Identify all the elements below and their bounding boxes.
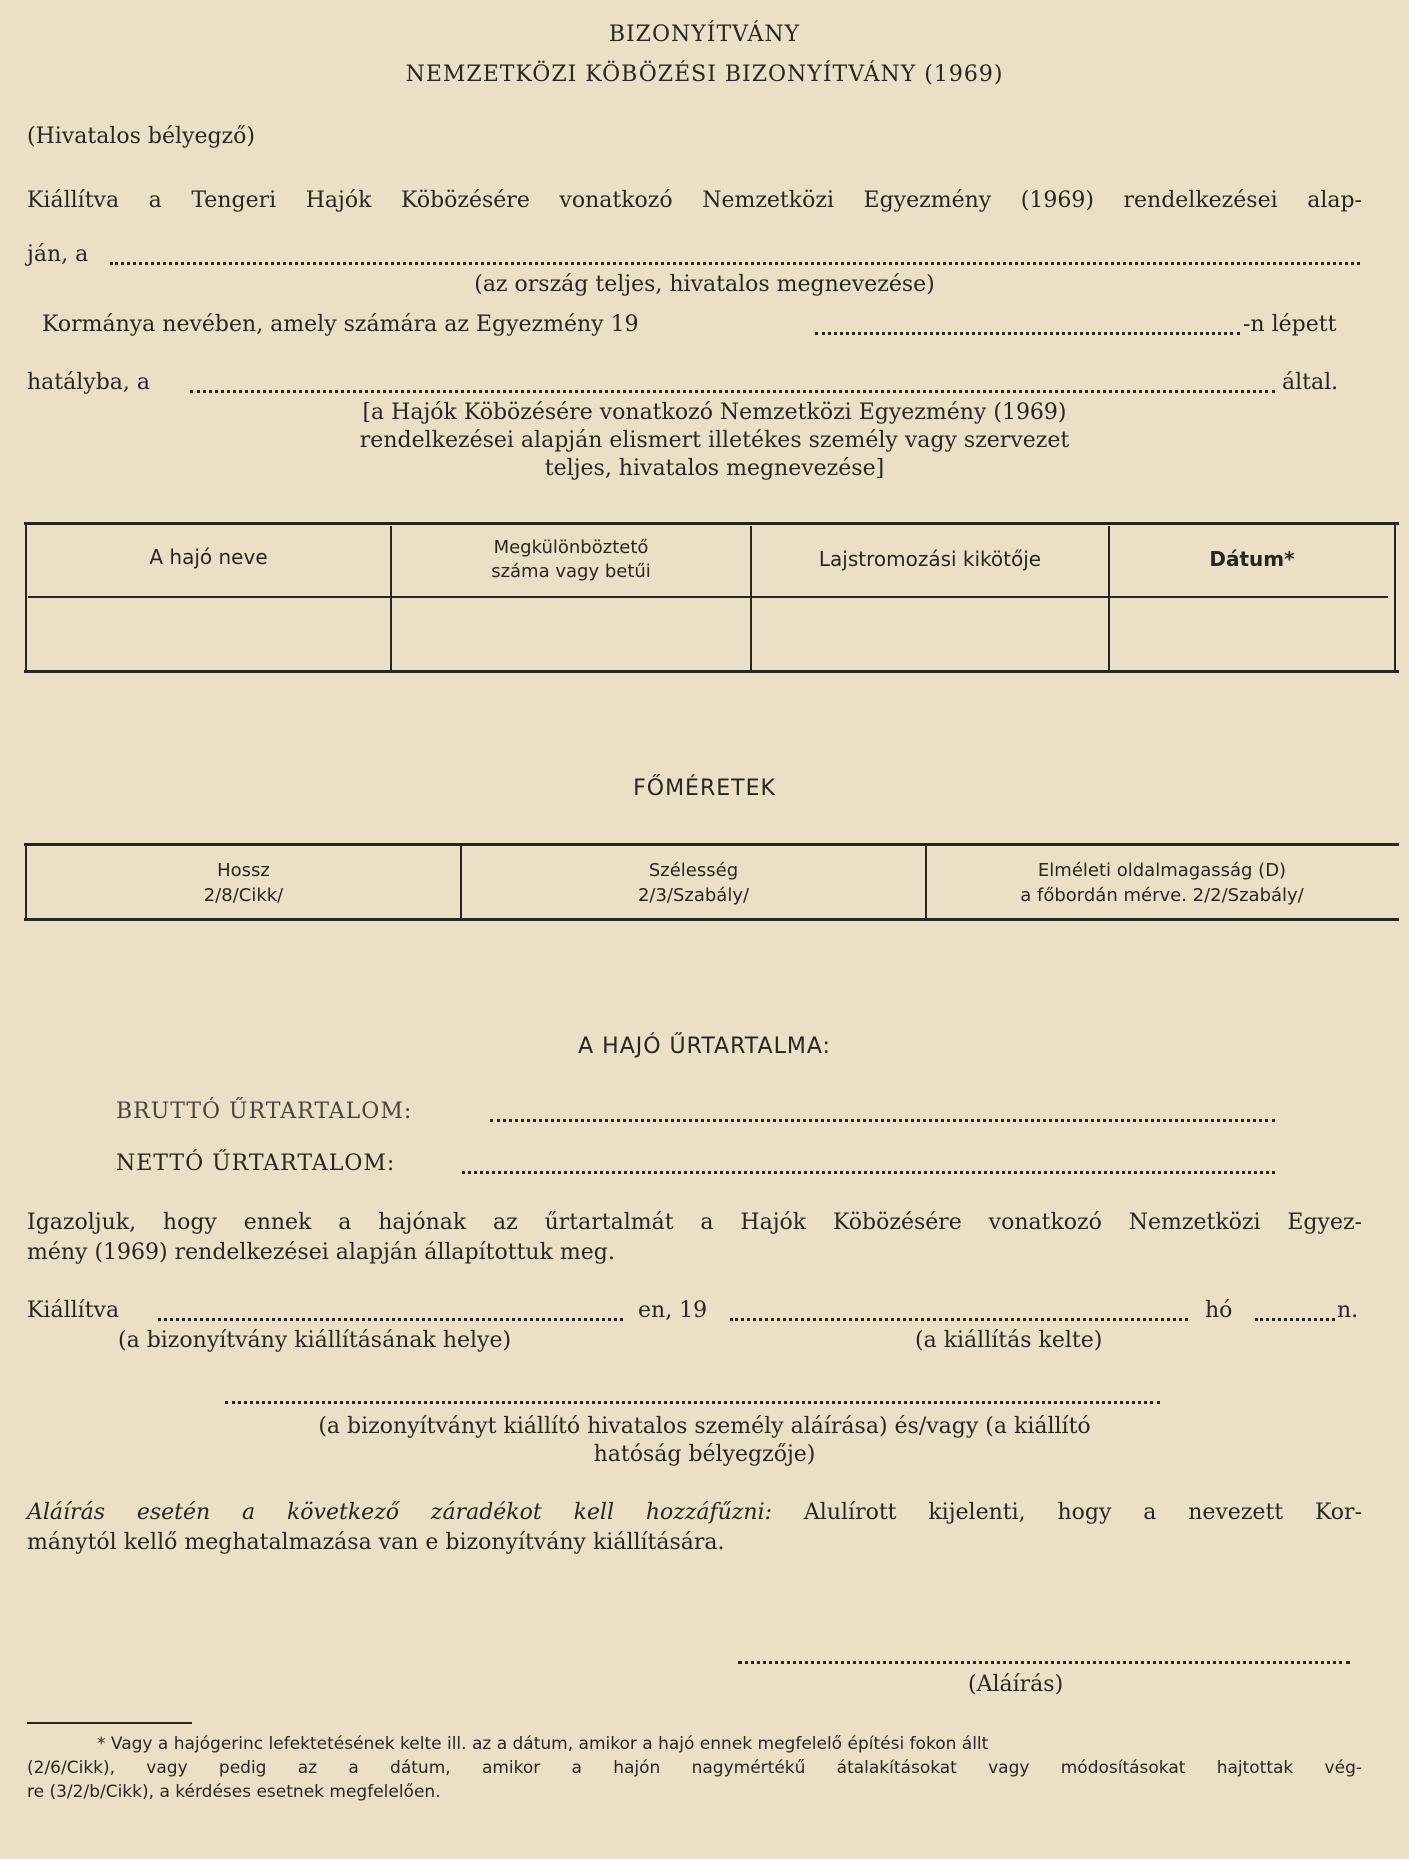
issue-place-field[interactable] <box>158 1318 623 1321</box>
authority-caption-1: [a Hajók Köbözésére vonatkozó Nemzetközi Egyezmény (1969) <box>362 400 1067 425</box>
certify-line-2: mény (1969) rendelkezései alapján állapítottuk meg. <box>27 1240 615 1265</box>
net-tonnage-field[interactable] <box>462 1171 1275 1174</box>
clause-line-1: Aláírás esetén a következő záradékot kell hozzáfűzni: Alulírott kijelenti, hogy a nevezett Kor- <box>27 1500 1362 1525</box>
length-header: Hossz 2/8/Cikk/ <box>203 860 284 906</box>
official-signature-caption-1: (a bizonyítványt kiállító hivatalos személy aláírása) és/vagy (a kiállító <box>318 1414 1091 1439</box>
issued-at-n: n. <box>1337 1298 1359 1323</box>
issued-at-prefix: Kiállítva <box>27 1298 120 1323</box>
country-name-field[interactable] <box>110 262 1360 265</box>
ship-name-header: A hajó neve <box>149 545 268 569</box>
certify-line-1: Igazoljuk, hogy ennek a hajónak az űrtartalmát a Hajók Köbözésére vonatkozó Nemzetközi Egyez- <box>27 1210 1362 1235</box>
issue-date-caption: (a kiállítás kelte) <box>915 1328 1103 1353</box>
port-of-registry-header: Lajstromozási kikötője <box>818 547 1042 571</box>
country-name-caption: (az ország teljes, hivatalos megnevezése) <box>474 272 935 297</box>
clause-line-2: mánytól kellő meghatalmazása van e bizonyítvány kiállítására. <box>27 1530 725 1555</box>
official-stamp-label: (Hivatalos bélyegző) <box>27 124 255 149</box>
issued-line-4-prefix: hatályba, a <box>27 370 151 395</box>
date-cell[interactable] <box>1110 600 1394 668</box>
breadth-header: Szélesség 2/3/Szabály/ <box>637 860 750 906</box>
issued-line-3-suffix: -n lépett <box>1243 312 1337 337</box>
main-dimensions-heading: FŐMÉRETEK <box>633 776 776 801</box>
issue-day-field[interactable] <box>1255 1318 1335 1321</box>
issued-at-mid: en, 19 <box>638 1298 708 1323</box>
port-of-registry-cell[interactable] <box>752 600 1108 668</box>
issue-place-caption: (a bizonyítvány kiállításának helye) <box>118 1328 512 1353</box>
issued-at-month: hó <box>1205 1298 1233 1323</box>
distinctive-number-cell[interactable] <box>392 600 750 668</box>
official-signature-field[interactable] <box>225 1401 1160 1404</box>
entry-into-force-field[interactable] <box>815 332 1240 335</box>
moulded-depth-header: Elméleti oldalmagasság (D) a főbordán mérve. 2/2/Szabály/ <box>1020 860 1304 906</box>
gross-tonnage-label: BRUTTÓ ŰRTARTALOM: <box>116 1099 413 1124</box>
net-tonnage-label: NETTÓ ŰRTARTALOM: <box>116 1151 396 1176</box>
issued-line-2-prefix: ján, a <box>27 242 89 267</box>
issued-line-1: Kiállítva a Tengeri Hajók Köbözésére vonatkozó Nemzetközi Egyezmény (1969) rendelkezései alap- <box>27 188 1362 213</box>
footnote-line-1: * Vagy a hajógerinc lefektetésének kelte ill. az a dátum, amikor a hajó ennek megfelelő építési fokon állt <box>97 1734 989 1754</box>
authority-caption-2: rendelkezései alapján elismert illetékes személy vagy szervezet <box>359 428 1070 453</box>
issued-line-4-suffix: által. <box>1282 370 1339 395</box>
authority-caption-3: teljes, hivatalos megnevezése] <box>544 456 885 481</box>
footnote-line-2: (2/6/Cikk), vagy pedig az a dátum, amikor a hajón nagymértékű átalakításokat vagy módosításokat hajtottak vég- <box>27 1758 1362 1778</box>
footnote-divider <box>27 1722 192 1724</box>
signature-caption: (Aláírás) <box>968 1672 1064 1697</box>
authority-name-field[interactable] <box>190 390 1275 393</box>
ship-name-cell[interactable] <box>27 600 390 668</box>
official-signature-caption-2: hatóság bélyegzője) <box>593 1442 816 1467</box>
document-title: BIZONYÍTVÁNY <box>608 22 801 47</box>
distinctive-number-header: Megkülönböztető száma vagy betűi <box>491 537 651 582</box>
tonnage-heading: A HAJÓ ŰRTARTALMA: <box>578 1034 831 1059</box>
gross-tonnage-field[interactable] <box>490 1119 1275 1122</box>
issue-date-field[interactable] <box>730 1318 1188 1321</box>
footnote-line-3: re (3/2/b/Cikk), a kérdéses esetnek megfelelően. <box>27 1782 441 1802</box>
document-subtitle: NEMZETKÖZI KÖBÖZÉSI BIZONYÍTVÁNY (1969) <box>405 62 1004 87</box>
date-header: Dátum* <box>1209 547 1295 571</box>
issued-line-3-prefix: Kormánya nevében, amely számára az Egyezmény 19 <box>42 312 639 337</box>
signature-field[interactable] <box>738 1661 1350 1664</box>
